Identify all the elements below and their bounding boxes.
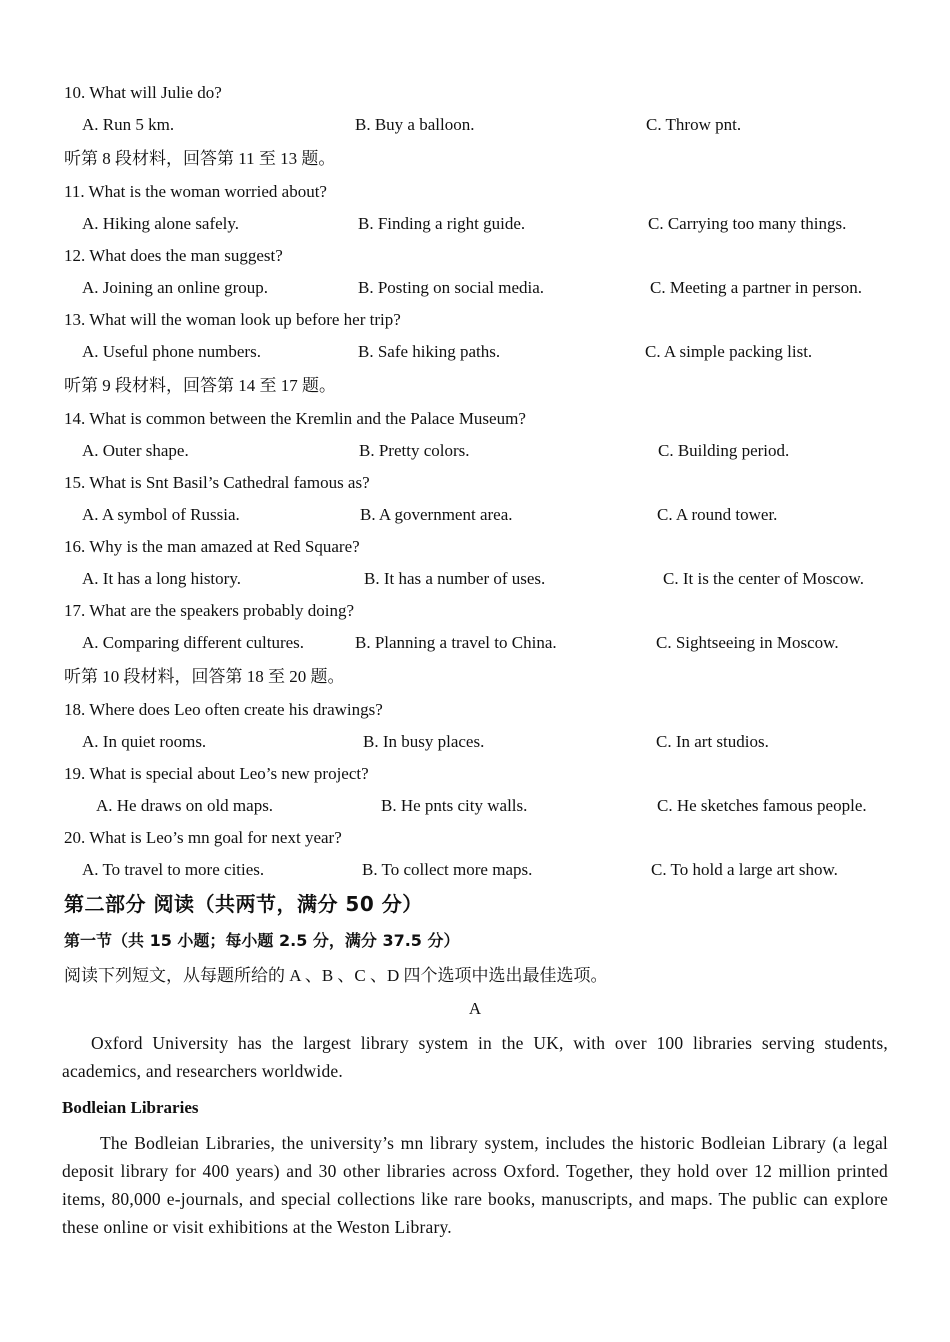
question-14-stem: 14. What is common between the Kremlin and the Palace Museum? [64,409,526,428]
question-16-option-a: A. It has a long history. [82,569,241,588]
question-15-option-a: A. A symbol of Russia. [82,505,240,524]
passage-label: A [468,999,482,1018]
question-13-option-c: C. A simple packing list. [645,342,813,361]
question-12-option-c: C. Meeting a partner in person. [650,278,862,297]
passage-body-paragraph: The Bodleian Libraries, the university’s mn library system, includes the historic Bodleian Library (a legal deposit library for 400 years) and 30 other libraries across Oxford. Together, they hold over 12 million printed items, 80,000 e-journals, and special collections like rare books, manuscripts, and maps. The public can explore these online or visit exhibitions at the Weston Library. [62,1133,888,1237]
question-19-option-c: C. He sketches famous people. [657,796,867,815]
question-15-option-b: B. A government area. [360,505,513,524]
question-20-option-c: C. To hold a large art show. [651,860,838,879]
question-10-option-b: B. Buy a balloon. [355,115,475,134]
question-18-option-b: B. In busy places. [363,732,485,751]
question-17-option-a: A. Comparing different cultures. [82,633,305,652]
question-15-option-c: C. A round tower. [657,505,778,524]
question-11-option-b: B. Finding a right guide. [358,214,526,233]
reading-instructions: 阅读下列短文，从每题所给的 A 、B 、C 、D 四个选项中选出最佳选项。 [64,966,608,985]
question-20-option-b: B. To collect more maps. [362,860,533,879]
question-12-option-a: A. Joining an online group. [82,278,269,297]
question-10-option-c: C. Throw pnt. [646,115,742,134]
question-18-stem: 18. Where does Leo often create his drawings? [64,700,383,719]
question-12-option-b: B. Posting on social media. [358,278,545,297]
question-13-option-a: A. Useful phone numbers. [82,342,261,361]
question-16-option-b: B. It has a number of uses. [364,569,546,588]
listening-section-9-instruction: 听第 9 段材料，回答第 14 至 17 题。 [64,376,336,395]
question-11-option-a: A. Hiking alone safely. [82,214,240,233]
question-15-stem: 15. What is Snt Basil’s Cathedral famous as? [64,473,370,492]
question-17-option-b: B. Planning a travel to China. [355,633,557,652]
question-14-option-c: C. Building period. [658,441,790,460]
reading-part-title: 第二部分 阅读（共两节，满分 50 分） [64,892,423,916]
question-13-stem: 13. What will the woman look up before her trip? [64,310,401,329]
question-19-stem: 19. What is special about Leo’s new project? [64,764,369,783]
listening-section-10-instruction: 听第 10 段材料，回答第 18 至 20 题。 [64,667,345,686]
question-14-option-a: A. Outer shape. [82,441,189,460]
question-17-option-c: C. Sightseeing in Moscow. [656,633,839,652]
question-10-stem: 10. What will Julie do? [64,83,222,102]
passage-intro-paragraph: Oxford University has the largest library system in the UK, with over 100 libraries serving students, academics, and researchers worldwide. [62,1033,888,1081]
question-13-option-b: B. Safe hiking paths. [358,342,501,361]
reading-section-title: 第一节（共 15 小题；每小题 2.5 分，满分 37.5 分） [64,931,460,950]
question-11-option-c: C. Carrying too many things. [648,214,847,233]
question-16-option-c: C. It is the center of Moscow. [663,569,864,588]
question-18-option-a: A. In quiet rooms. [82,732,207,751]
question-18-option-c: C. In art studios. [656,732,769,751]
question-19-option-b: B. He pnts city walls. [381,796,528,815]
passage-subheading: Bodleian Libraries [62,1098,199,1117]
question-17-stem: 17. What are the speakers probably doing? [64,601,355,620]
question-10-option-a: A. Run 5 km. [82,115,175,134]
listening-section-8-instruction: 听第 8 段材料，回答第 11 至 13 题。 [64,149,336,168]
question-11-stem: 11. What is the woman worried about? [64,182,327,201]
question-12-stem: 12. What does the man suggest? [64,246,283,265]
question-19-option-a: A. He draws on old maps. [96,796,274,815]
question-14-option-b: B. Pretty colors. [359,441,470,460]
question-20-option-a: A. To travel to more cities. [82,860,265,879]
question-16-stem: 16. Why is the man amazed at Red Square? [64,537,360,556]
question-20-stem: 20. What is Leo’s mn goal for next year? [64,828,342,847]
